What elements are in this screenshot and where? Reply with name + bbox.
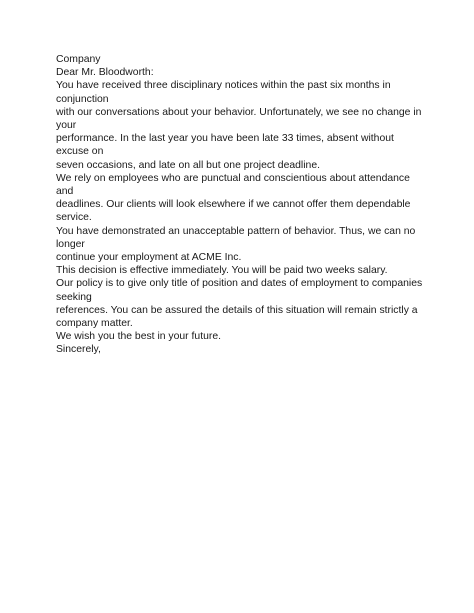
letter-body [56,53,428,357]
paragraph-punctuality: We rely on employees who are punctual and conscientious about attendance and deadlines. Our clients will look elsewhere if we cannot offer them dependable service. You have demonstrated an unacceptable pattern of behavior. Thus, we can no longer continue your employment at ACME Inc. [56,172,416,264]
closing: Sincerely, [56,344,101,356]
paragraph-decision: This decision is effective immediately. You will be paid two weeks salary. [56,265,388,277]
company-name: Company [56,54,101,65]
salutation: Dear Mr. Bloodworth: [56,67,154,79]
paragraph-policy: Our policy is to give only title of position and dates of employment to companies seeking references. You can be assured the details of this situation will remain strictly a company matter. [56,278,423,330]
paragraph-disciplinary-notices: You have received three disciplinary notices within the past six months in conjunction with our conversations about your behavior. Unfortunately, we see no change in your performance. In the last year you have been late 33 times, absent without excuse on seven occasions, and late on all but one project deadline. [56,80,422,171]
paragraph-wishes: We wish you the best in your future. [56,331,221,343]
